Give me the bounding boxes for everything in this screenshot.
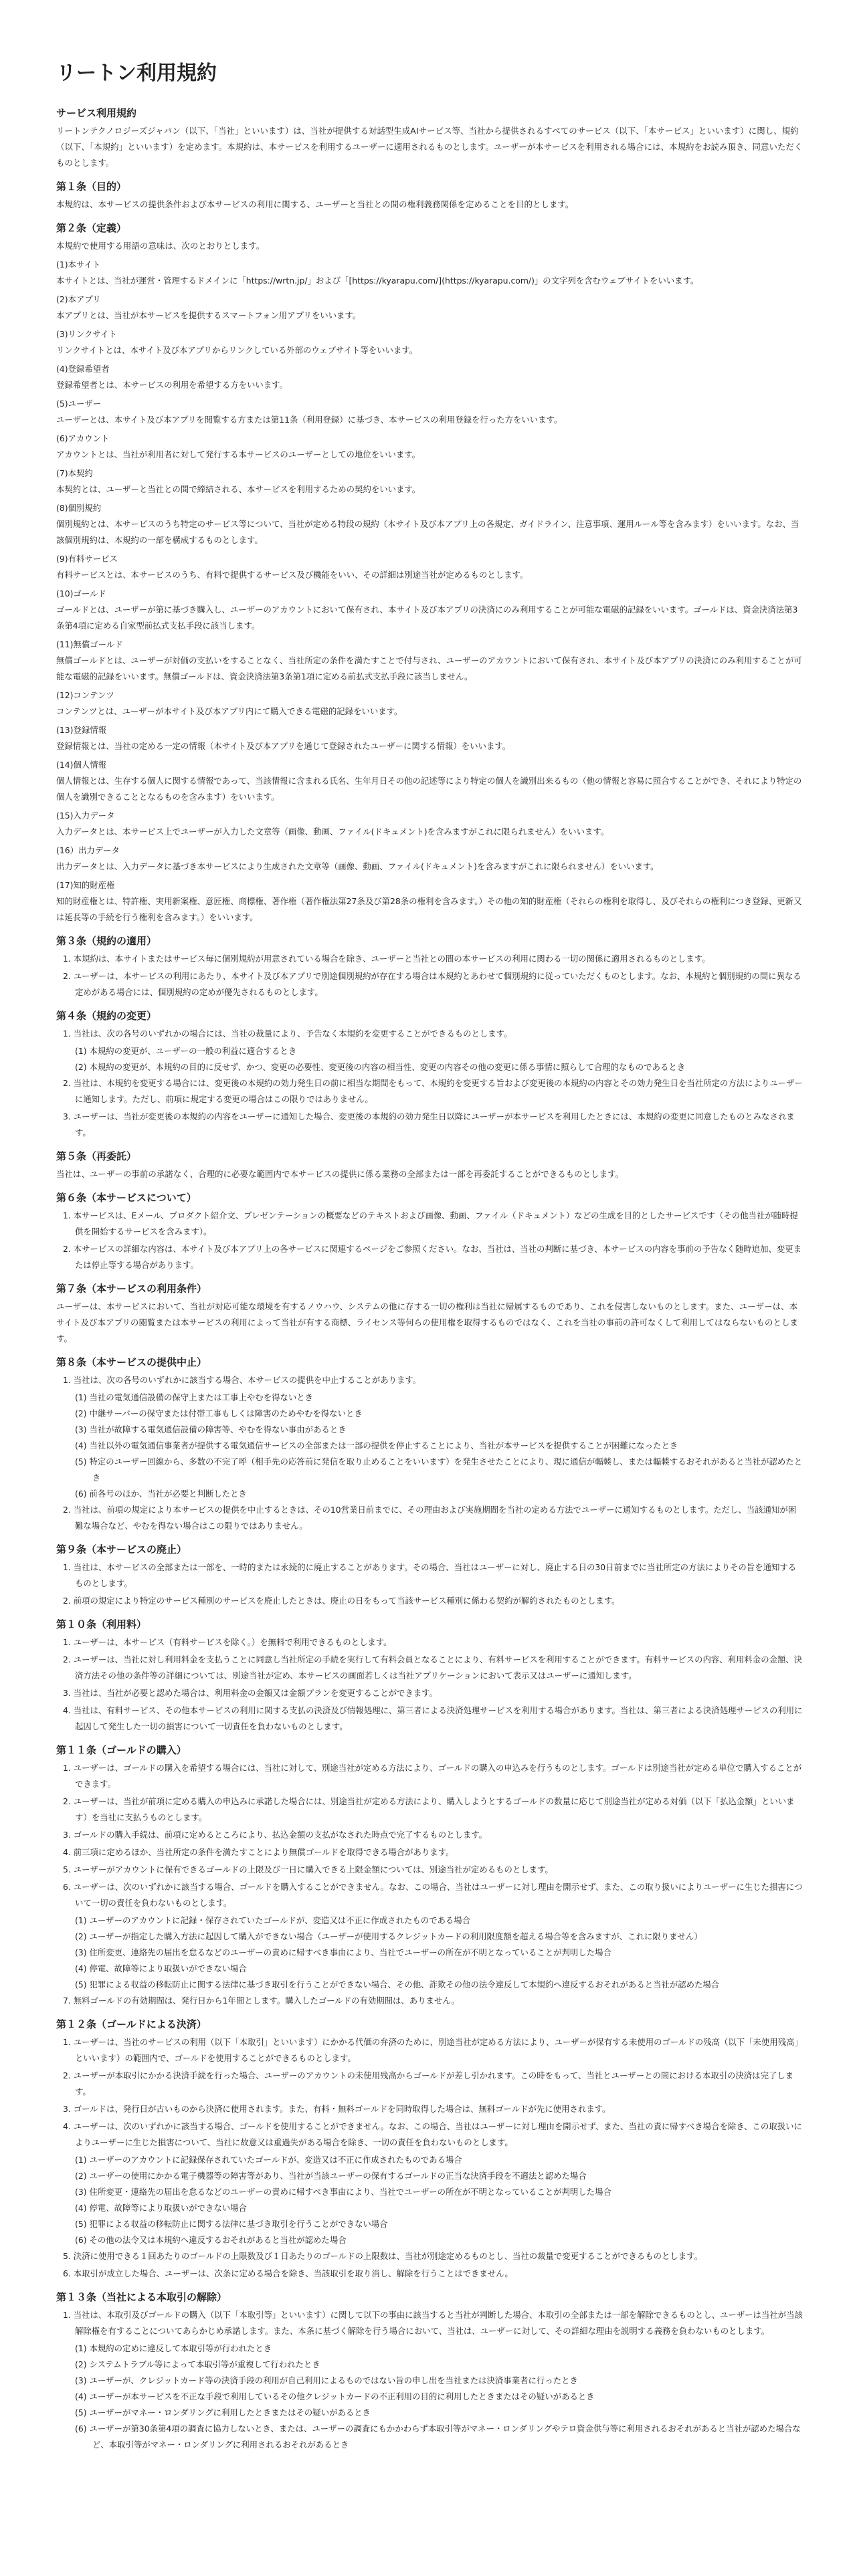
list-item: 3. 当社は、当社が必要と認めた場合は、利用料金の金額又は金額プランを変更することができます。 [63, 1688, 438, 1698]
list-item: (5) 犯罪による収益の移転防止に関する法律に基づき取引を行うことができない場合、その他、詐欺その他の法令違反して本規約へ違反するおそれがあると当社が認めた場合 [75, 1979, 720, 1990]
list-item: (5) ユーザーがマネー・ロンダリングに利用したときまたはその疑いがあるとき [75, 2407, 371, 2418]
definition-body: 無償ゴールドとは、ユーザーが対価の支払いをすることなく、当社所定の条件を満たすことで付与され、ユーザーのアカウントにおいて保有され、本サイト及び本アプリの決済にのみ利用することが可能な電磁的記録をいいます。無償ゴールドは、資金決済法第3条第1項に定める前払式支払手段に該当しません。 [56, 655, 802, 681]
list-item: 2. 本サービスの詳細な内容は、本サイト及び本アプリ上の各サービスに関連するページをご参照ください。なお、当社は、当社の判断に基づき、本サービスの内容を事前の予告なく随時追加、変更または停止等する場合があります。 [63, 1244, 802, 1270]
list-item: 2. 前項の規定により特定のサービス種別のサービスを廃止したときは、廃止の日をもって当該サービス種別に係わる契約が解約されたものとします。 [63, 1596, 620, 1606]
list-item: (3) 当社が故障する電気通信設備の障害等、やむを得ない事由があるとき [75, 1424, 347, 1434]
list-item: 4. 前三項に定めるほか、当社所定の条件を満たすことにより無償ゴールドを取得できる場合があります。 [63, 1847, 454, 1857]
list-item: 2. ユーザーは、当社が前項に定める購入の申込みに承諾した場合には、別途当社が定める方法により、購入しようとするゴールドの数量に応じて別途当社が定める対価（以下「払込金額」といいます）を当社に支払うものとします。 [63, 1796, 795, 1822]
article-8-list-rest [56, 1502, 803, 1534]
definition-body: 本契約とは、ユーザーと当社との間で締結される、本サービスを利用するための契約をいいます。 [56, 484, 421, 494]
definition-body: 有料サービスとは、本サービスのうち、有料で提供するサービス及び機能をいい、その詳細は別途当社が定めるものとします。 [56, 570, 529, 580]
article-9-list [56, 1560, 803, 1609]
page-title: リートン利用規約 [56, 62, 217, 85]
article-2-heading: 第２条（定義） [56, 222, 127, 234]
list-item: (4) 当社以外の電気通信事業者が提供する電気通信サービスの全部または一部の提供を停止することにより、当社が本サービスを提供することが困難になったとき [75, 1440, 678, 1451]
list-item: (2) システムトラブル等によって本取引等が重複して行われたとき [75, 2359, 320, 2369]
list-item: 1. ユーザーは、当社のサービスの利用（以下「本取引」といいます）にかかる代価の弁済のために、別途当社が定める方法により、ユーザーが保有する未使用のゴールドの残高（以下「未使用残高」といいます）の範囲内で、ゴールドを使用することができるものとします。 [63, 2037, 803, 2063]
list-item: (6) その他の法令又は本規約へ違反するおそれがあると当社が認めた場合 [75, 2235, 347, 2245]
article-11-sublist [56, 1913, 803, 1993]
list-item: (1) 当社の電気通信設備の保守上または工事上やむを得ないとき [75, 1392, 314, 1402]
list-item: 1. 当社は、本取引及びゴールドの購入（以下「本取引等」といいます）に関して以下の事由に該当すると当社が判断した場合、本取引の全部または一部を解除できるものとし、ユーザーは当社が当該解除権を有することについてあらかじめ承諾します。また、本条に基づく解除を行う場合において、当社は、ユーザーに対して、その詳細な理由を説明する義務を負わないものとします。 [63, 2310, 803, 2336]
definition-body: 個別規約とは、本サービスのうち特定のサービス等について、当社が定める特段の規約（本サイト及び本アプリ上の各規定、ガイドライン、注意事項、運用ルール等を含みます）をいいます。なお、当該個別規約は、本規約の一部を構成するものとします。 [56, 519, 799, 545]
definition-term: (4)登録希望者 [56, 364, 110, 374]
list-item: 1. ユーザーは、ゴールドの購入を希望する場合には、当社に対して、別途当社が定める方法により、ゴールドの購入の申込みを行うものとします。ゴールドは別途当社が定める単位で購入することができます。 [63, 1763, 802, 1789]
definition-body: 個人情報とは、生存する個人に関する情報であって、当該情報に含まれる氏名、生年月日その他の記述等により特定の個人を識別出来るもの（他の情報と容易に照合することができ、それにより特定の個人を識別できることとなるものを含みます）をいいます。 [56, 776, 802, 802]
intro-paragraph: リートンテクノロジーズジャパン（以下、「当社」といいます）は、当社が提供する対話型生成AIサービス等、当社から提供されるすべてのサービス（以下、「本サービス」といいます）に関し、規約（以下、「本規約」といいます）を定めます。本規約は、本サービスを利用するユーザーに適用されるものとします。ユーザーが本サービスを利用される場合には、本規約をお読み頂き、同意いただくものとします。 [56, 126, 803, 168]
list-item: 1. ユーザーは、本サービス（有料サービスを除く。）を無料で利用できるものとします。 [63, 1637, 392, 1647]
definition-body: 本アプリとは、当社が本サービスを提供するスマートフォン用アプリをいいます。 [56, 310, 361, 320]
list-item: 5. 決済に使用できる１回あたりのゴールドの上限数及び１日あたりのゴールドの上限数は、当社が別途定めるものとし、当社の裁量で変更することができるものとします。 [63, 2251, 702, 2261]
article-2-lead: 本規約で使用する用語の意味は、次のとおりとします。 [56, 241, 265, 251]
list-item: 3. ゴールドの購入手続は、前項に定めるところにより、払込金額の支払がなされた時点で完了するものとします。 [63, 1830, 488, 1840]
list-item: (1) ユーザーのアカウントに記録保存されていたゴールドが、変造又は不正に作成されたものである場合 [75, 2155, 462, 2165]
article-6-heading: 第６条（本サービスについて） [56, 1192, 197, 1204]
list-item: (1) 本規約の変更が、ユーザーの一般の利益に適合するとき [75, 1046, 297, 1056]
list-item: (5) 犯罪による収益の移転防止に関する法律に基づき取引を行うことができない場合 [75, 2219, 388, 2229]
list-item: 1. 本サービスは、Eメール、プロダクト紹介文、プレゼンテーションの概要などのテキストおよび画像、動画、ファイル（ドキュメント）などの生成を目的としたサービスです（その他当社が随時提供を開始するサービスを含みます）。 [63, 1210, 798, 1237]
article-3-heading: 第３条（規約の適用） [56, 935, 157, 947]
definition-body: 本サイトとは、当社が運営・管理するドメインに「https://wrtn.jp/」および「[https://kyarapu.com/](https://kyarapu.com/)」の文字列を含むウェブサイトをいいます。 [56, 276, 699, 286]
list-item: (2) 本規約の変更が、本規約の目的に反せず、かつ、変更の必要性、変更後の内容の相当性、変更の内容その他の変更に係る事情に照らして合理的なものであるとき [75, 1062, 686, 1072]
list-item: 1. 本規約は、本サイトまたはサービス毎に個別規約が用意されている場合を除き、ユーザーと当社との間の本サービスの利用に関わる一切の関係に適用されるものとします。 [63, 954, 710, 964]
list-item: (4) 停電、故障等により取扱いができない場合 [75, 2203, 247, 2213]
article-11-list-rest [56, 1993, 803, 2009]
definition-term: (10)ゴールド [56, 588, 106, 599]
definition-term: (3)リンクサイト [56, 329, 117, 339]
list-item: 2. 当社は、前項の規定により本サービスの提供を中止するときは、その10営業日前までに、その理由および実施期間を当社の定める方法でユーザーに通知するものとします。ただし、当該通知が困難な場合など、やむを得ない場合はこの限りではありません。 [63, 1505, 797, 1531]
list-item: 2. ユーザーは、当社に対し利用料金を支払うことに同意し当社所定の手続を実行して有料会員となることにより、有料サービスを利用することができます。有料サービスの内容、利用料金の金額、決済方法その他の条件等の詳細については、別途当社が定め、本サービスの画面若しくは当社アプリケーションにおいて表示又はユーザーに通知します。 [63, 1654, 803, 1681]
list-item: (6) 前各号のほか、当社が必要と判断したとき [75, 1489, 247, 1499]
article-1-body: 本規約は、本サービスの提供条件および本サービスの利用に関する、ユーザーと当社との間の権利義務関係を定めることを目的とします。 [56, 199, 574, 209]
list-item: 4. 当社は、有料サービス、その他本サービスの利用に関する支払の決済及び情報処理に、第三者による決済処理サービスを利用する場合があります。当社は、第三者による決済処理サービスの利用に起因して発生した一切の損害について一切責任を負わないものとします。 [63, 1705, 803, 1731]
list-item: (5) 特定のユーザー回線から、多数の不完了呼（相手先の応答前に発信を取り止めることをいいます）を発生させたことにより、現に通信が輻輳し、または輻輳するおそれがあると当社が認めたとき [75, 1457, 803, 1483]
article-6-list [56, 1208, 803, 1273]
list-item: 2. ユーザーは、本サービスの利用にあたり、本サイト及び本アプリで別途個別規約が存在する場合は本規約とあわせて個別規約に従っていただくものとします。なお、本規約と個別規約の間に異なる定めがある場合には、個別規約の定めが優先されるものとします。 [63, 971, 801, 997]
article-8-heading: 第８条（本サービスの提供中止） [56, 1356, 207, 1368]
list-item: 3. ゴールドは、発行日が古いものから決済に使用されます。また、有料・無料ゴールドを同時取得した場合は、無料ゴールドが先に使用されます。 [63, 2104, 611, 2114]
article-4-sublist [56, 1043, 803, 1075]
definition-term: (9)有料サービス [56, 554, 118, 564]
list-item: 6. ユーザーは、次のいずれかに該当する場合、ゴールドを購入することができません。なお、この場合、当社はユーザーに対し理由を開示せず、また、この取り扱いによりユーザーに生じた損害について一切の責任を負わないものとします。 [63, 1882, 803, 1908]
article-4-heading: 第４条（規約の変更） [56, 1010, 157, 1022]
article-10-heading: 第１０条（利用料） [56, 1618, 147, 1630]
article-4-list [56, 1026, 803, 1042]
list-item: 3. ユーザーは、当社が変更後の本規約の内容をユーザーに通知した場合、変更後の本規約の効力発生日以降にユーザーが本サービスを利用したときには、本規約の変更に同意したものとみなされます。 [63, 1111, 795, 1138]
article-13-sublist [56, 2341, 803, 2453]
list-item: (6) ユーザーが第30条第4項の調査に協力しないとき、または、ユーザーの調査にもかかわらず本取引等がマネー・ロンダリングやテロ資金供与等に利用されるおそれがあると当社が認めた場合など、本取引等がマネー・ロンダリングに利用されるおそれがあるとき [75, 2424, 801, 2450]
list-item: 1. 当社は、次の各号のいずれかに該当する場合、本サービスの提供を中止することがあります。 [63, 1375, 421, 1385]
definition-term: (7)本契約 [56, 468, 93, 478]
article-12-sublist [56, 2152, 803, 2248]
definition-term: (13)登録情報 [56, 725, 106, 735]
article-11-heading: 第１１条（ゴールドの購入） [56, 1744, 187, 1756]
list-item: (2) ユーザーが指定した購入方法に起因して購入ができない場合（ユーザーが使用するクレジットカードの利用限度額を超える場合等を含みますが、これに限りません） [75, 1931, 702, 1941]
definition-term: (11)無償ゴールド [56, 639, 123, 649]
list-item: (3) 住所変更・連絡先の届出を怠るなどのユーザーの責めに帰すべき事由により、当社でユーザーの所在が不明となっていることが判明した場合 [75, 2187, 611, 2197]
definition-term: (6)アカウント [56, 433, 110, 443]
list-item: (3) 住所変更、連絡先の届出を怠るなどのユーザーの責めに帰すべき事由により、当社でユーザーの所在が不明となっていることが判明した場合 [75, 1947, 611, 1957]
definition-term: (14)個人情報 [56, 760, 106, 770]
article-12-list [56, 2034, 803, 2151]
definition-body: ユーザーとは、本サイト及び本アプリを閲覧する方または第11条（利用登録）に基づき、本サービスの利用登録を行った方をいいます。 [56, 415, 563, 425]
definition-term: (16）出力データ [56, 845, 120, 855]
list-item: 2. 当社は、本規約を変更する場合には、変更後の本規約の効力発生日の前に相当な期間をもって、本規約を変更する旨および変更後の本規約の内容とその効力発生日を当社所定の方法によりユーザーに通知します。ただし、前項に規定する変更の場合はこの限りではありません。 [63, 1078, 803, 1104]
article-7-body: ユーザーは、本サービスにおいて、当社が対応可能な環境を有するノウハウ、システムの他に存する一切の権利は当社に帰属するものであり、これを侵害しないものとします。また、ユーザーは、本サイト及び本アプリの閲覧または本サービスの利用によって当社が有する商標、ライセンス等何らの使用権を取得するものではなく、これを当社の事前の許可なくして利用してはならないものとします。 [56, 1301, 798, 1344]
list-item: 2. ユーザーが本取引にかかる決済手続を行った場合、ユーザーのアカウントの未使用残高からゴールドが差し引かれます。この時をもって、当社とユーザーとの間における本取引の決済は完了します。 [63, 2070, 794, 2097]
article-9-heading: 第９条（本サービスの廃止） [56, 1543, 187, 1555]
definitions-list [56, 257, 803, 926]
definition-term: (1)本サイト [56, 259, 101, 270]
article-11-list [56, 1760, 803, 1911]
list-item: 1. 当社は、次の各号のいずれかの場合には、当社の裁量により、予告なく本規約を変更することができるものとします。 [63, 1029, 512, 1039]
definition-body: リンクサイトとは、本サイト及び本アプリからリンクしている外部のウェブサイト等をいいます。 [56, 345, 418, 355]
definition-body: 登録情報とは、当社の定める一定の情報（本サイト及び本アプリを通じて登録されたユーザーに関する情報）をいいます。 [56, 741, 511, 751]
list-item: (2) 中継サーバーの保守または付帯工事もしくは障害のためやむを得ないとき [75, 1408, 363, 1418]
list-item: 6. 本取引が成立した場合、ユーザーは、次条に定める場合を除き、当該取引を取り消し、解除を行うことはできません。 [63, 2268, 513, 2278]
list-item: (3) ユーザーが、クレジットカード等の決済手段の利用が自己利用によるものではない旨の申し出を当社または決済事業者に行ったとき [75, 2375, 578, 2385]
article-3-list [56, 951, 803, 1000]
article-13-list [56, 2307, 803, 2339]
article-13-heading: 第１３条（当社による本取引の解除） [56, 2291, 227, 2303]
definition-term: (8)個別規約 [56, 503, 102, 513]
definition-body: ゴールドとは、ユーザーが第に基づき購入し、ユーザーのアカウントにおいて保有され、本サイト及び本アプリの決済にのみ利用することが可能な電磁的記録をいいます。ゴールドは、資金決済法第3条第4項に定める自家型前払式支払手段に該当します。 [56, 605, 798, 631]
definition-term: (5)ユーザー [56, 399, 102, 409]
article-12-list-rest [56, 2248, 803, 2282]
definition-body: 入力データとは、本サービス上でユーザーが入力した文章等（画像、動画、ファイル(ドキュメント)を含みますがこれに限られません）をいいます。 [56, 827, 609, 837]
definition-body: 出力データとは、入力データに基づき本サービスにより生成された文章等（画像、動画、ファイル(ドキュメント)を含みますがこれに限られません）をいいます。 [56, 861, 659, 871]
article-5-heading: 第５条（再委託） [56, 1150, 137, 1162]
definition-term: (12)コンテンツ [56, 690, 114, 700]
list-item: 5. ユーザーがアカウントに保有できるゴールドの上限及び一日に購入できる上限金額については、別途当社が定めるものとします。 [63, 1864, 553, 1874]
definition-body: コンテンツとは、ユーザーが本サイト及び本アプリ内にて購入できる電磁的記録をいいます。 [56, 706, 403, 716]
service-terms-heading: サービス利用規約 [56, 107, 137, 119]
article-7-heading: 第７条（本サービスの利用条件） [56, 1283, 207, 1295]
list-item: 1. 当社は、本サービスの全部または一部を、一時的または永続的に廃止することがあります。その場合、当社はユーザーに対し、廃止する日の30日前までに当社所定の方法によりその旨を通知するものとします。 [63, 1562, 797, 1588]
list-item: (4) ユーザーが本サービスを不正な手段で利用しているその他クレジットカードの不正利用の目的に利用したときまたはその疑いがあるとき [75, 2391, 595, 2401]
article-10-list [56, 1634, 803, 1735]
article-8-list [56, 1372, 803, 1388]
list-item: 7. 無料ゴールドの有効期間は、発行日から1年間とします。購入したゴールドの有効期間は、ありません。 [63, 1996, 460, 2006]
definition-body: アカウントとは、当社が利用者に対して発行する本サービスのユーザーとしての地位をいいます。 [56, 449, 421, 459]
list-item: 4. ユーザーは、次のいずれかに該当する場合、ゴールドを使用することができません。なお、この場合、当社はユーザーに対し理由を開示せず、また、当社の責に帰すべき場合を除き、この取扱いによりユーザーに生じた損害について、当社に故意又は重過失がある場合を除き、一切の責任を負わないものとします。 [63, 2121, 802, 2147]
article-8-sublist [56, 1390, 803, 1502]
list-item: (1) ユーザーのアカウントに記録・保存されていたゴールドが、変造又は不正に作成されたものである場合 [75, 1915, 471, 1925]
definition-body: 知的財産権とは、特許権、実用新案権、意匠権、商標権、著作権（著作権法第27条及び第28条の権利を含みます。）その他の知的財産権（それらの権利を取得し、及びそれらの権利につき登録、更新又は延長等の手続を行う権利を含みます。）をいいます。 [56, 896, 802, 922]
definition-term: (15)入力データ [56, 811, 115, 821]
article-5-body: 当社は、ユーザーの事前の承諾なく、合理的に必要な範囲内で本サービスの提供に係る業務の全部または一部を再委託することができるものとします。 [56, 1169, 624, 1179]
list-item: (1) 本規約の定めに違反して本取引等が行われたとき [75, 2343, 272, 2353]
article-4-list-rest [56, 1075, 803, 1141]
definition-body: 登録希望者とは、本サービスの利用を希望する方をいいます。 [56, 380, 288, 390]
article-1-heading: 第１条（目的） [56, 181, 127, 193]
list-item: (4) 停電、故障等により取扱いができない場合 [75, 1963, 247, 1973]
list-item: (2) ユーザーの使用にかかる電子機器等の障害等があり、当社が当該ユーザーの保有するゴールドの正当な決済手段を不適法と認めた場合 [75, 2171, 587, 2181]
definition-term: (17)知的財産権 [56, 880, 115, 890]
article-12-heading: 第１２条（ゴールドによる決済） [56, 2018, 207, 2030]
definition-term: (2)本アプリ [56, 294, 101, 304]
